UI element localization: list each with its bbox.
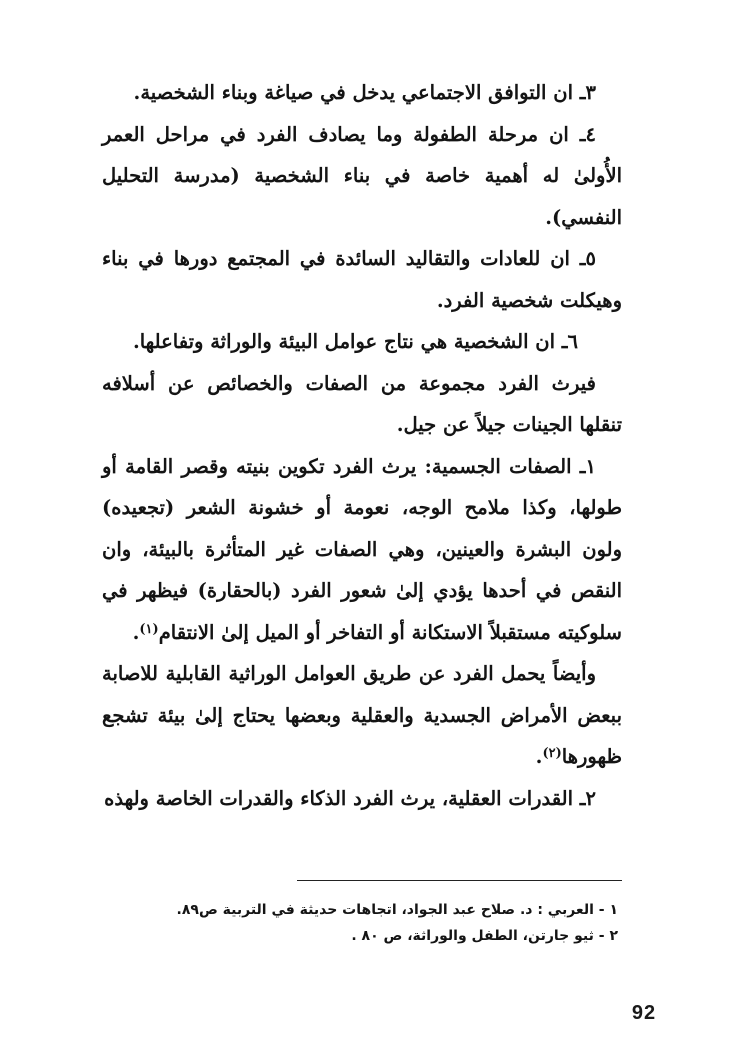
- paragraph-physical-traits-end: .: [132, 620, 140, 644]
- footnote-ref-2[interactable]: (٢): [542, 746, 562, 761]
- paragraph-point-6: ٦ـ ان الشخصية هي نتاج عوامل البيئة والوراثة وتفاعلها.: [132, 330, 578, 353]
- page-number: 92: [631, 1002, 657, 1024]
- footnote-divider: [297, 880, 622, 881]
- paragraph-physical-traits-text: ١ـ الصفات الجسمية: يرث الفرد تكوين بنيته وقصر القامة أو طولها، وكذا ملامح الوجه، نعومة أو خشونة الشعر (تجعيده) ولون البشرة والعينين، وهي الصفات غير المتأثرة بالبيئة، وان النقص في أحدها يؤدي إلىٰ شعور الفرد (بالحقارة) فيظهر في سلوكيته مستقبلاً الاستكانة أو التفاخر أو الميل إلىٰ الانتقام: [102, 454, 622, 644]
- paragraph-point-3: ٣ـ ان التوافق الاجتماعي يدخل في صياغة وبناء الشخصية.: [133, 81, 596, 104]
- main-text: [102, 72, 622, 819]
- paragraph-disease-text: وأيضاً يحمل الفرد عن طريق العوامل الوراثية القابلية للاصابة ببعض الأمراض الجسدية والعقلية وبعضها يحتاج إلىٰ بيئة تشجع ظهورها: [102, 662, 622, 768]
- footnotes: [150, 897, 618, 949]
- paragraph-point-4: ٤ـ ان مرحلة الطفولة وما يصادف الفرد في مراحل العمر الأُولىٰ له أهمية خاصة في بناء الشخصية (مدرسة التحليل النفسي).: [102, 122, 622, 229]
- footnote-2: ٢ - ثيو جارتن، الطفل والوراثة، ص ٨٠ .: [351, 928, 618, 944]
- paragraph-disease-susceptibility: [102, 653, 622, 778]
- paragraph-point-5: ٥ـ ان للعادات والتقاليد السائدة في المجتمع دورها في بناء وهيكلت شخصية الفرد.: [102, 247, 622, 312]
- footnote-ref-1[interactable]: (١): [139, 621, 159, 637]
- paragraph-physical-traits: [102, 446, 622, 654]
- footnote-1: ١ - العربي : د. صلاح عبد الجواد، اتجاهات حديثة في التربية ص٨٩.: [176, 902, 618, 918]
- paragraph-mental-abilities: ٢ـ القدرات العقلية، يرث الفرد الذكاء والقدرات الخاصة ولهذه: [104, 786, 596, 810]
- paragraph-inheritance: فيرث الفرد مجموعة من الصفات والخصائص عن أسلافه تنقلها الجينات جيلاً عن جيل.: [102, 371, 622, 436]
- paragraph-disease-end: .: [535, 745, 543, 768]
